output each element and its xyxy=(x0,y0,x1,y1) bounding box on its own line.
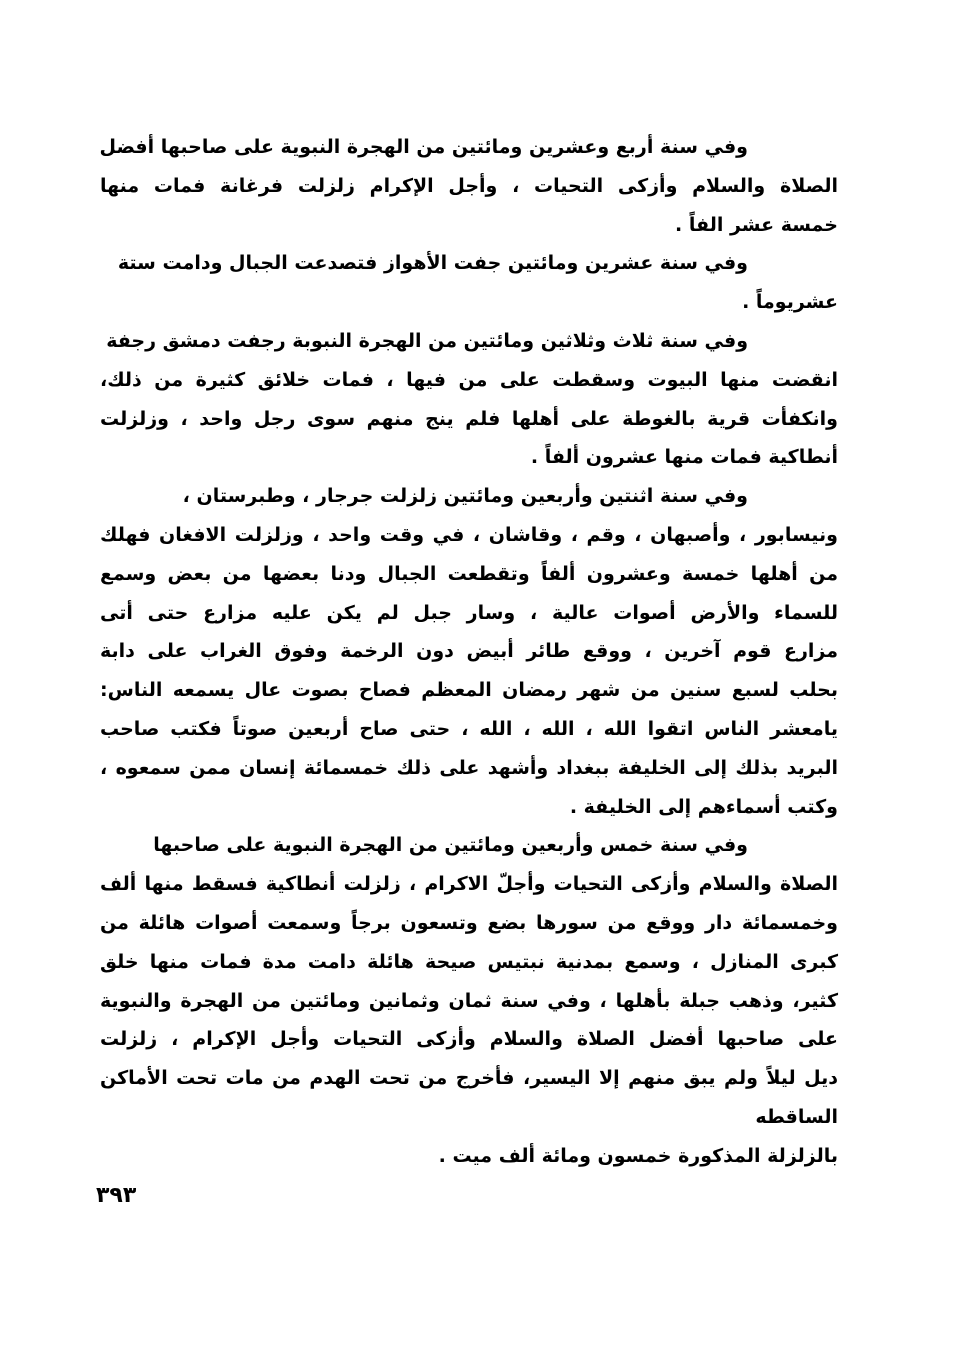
text-line: ديل ليلاً ولم يبق منهم إلا اليسير، فأخرج من تحت الهدم من مات تحت الأماكن xyxy=(100,1067,838,1090)
text-line: عشريوماً . xyxy=(742,291,838,314)
text-line: الصلاة والسلام وأزكى التحيات ، وأجل الإكرام زلزلت فرغانة فمات منها xyxy=(100,174,838,197)
text-line: أنطاكية فمات منها عشرون ألفاً . xyxy=(530,446,838,469)
body-text xyxy=(100,128,838,1176)
text-line: على صاحبها أفضل الصلاة والسلام وأزكى التحيات وأجل الإكرام ، زلزلت xyxy=(100,1028,838,1051)
text-line: وفي سنة أربع وعشرين ومائتين من الهجرة النبوية على صاحبها أفضل xyxy=(99,136,748,158)
text-line: كثير، وذهب جبلة بأهلها ، وفي سنة ثمان وثمانين ومائتين من الهجرة والنبوية xyxy=(100,989,838,1012)
text-line: وفي سنة ثلاث وثلاثين ومائتين من الهجرة النبوبة رجفت دمشق رجفة xyxy=(106,329,748,352)
text-line: وانكفأت قرية بالغوطة على أهلها فلم ينج منهم سوى رجل واحد ، وزلزلت xyxy=(100,407,838,430)
text-line: للسماء والأرض أصوات عالية ، وسار جبل لم يكن عليه مزارع حتى أتى xyxy=(100,601,838,624)
text-line: الساقطه xyxy=(755,1105,838,1128)
text-line: من أهلها خمسة وعشرون ألفاً وتقطعت الجبال ودنا بعضها من بعض وسمع xyxy=(100,562,838,585)
text-line: كبرى المنازل ، وسمع بمدنية نبتيس صيحة هائلة دامت مدة فمات منها خلق xyxy=(100,950,838,973)
page-number: ٣٩٣ xyxy=(96,1183,137,1208)
text-line: بحلب لسبع سنين من شهر رمضان المعظم فصاح بصوت عال يسمعه الناس: xyxy=(100,679,838,702)
text-line: وفي سنة عشرين ومائتين جفت الأهواز فتصدعت الجبال ودامت ستة xyxy=(117,252,748,275)
text-line: الصلاة والسلام وأزكى التحيات وأجلّ الاكرام ، زلزلت أنطاكية فسقط منها ألف xyxy=(100,873,838,896)
text-line: خمسة عشر الفاً . xyxy=(675,213,838,236)
text-line: وخمسمائة دار ووقع من سورها بضع وتسعون برجاً وسمعت أصوات هائلة من xyxy=(100,911,838,934)
text-line: بالزلزلة المذكورة خمسون ومائة ألف ميت . xyxy=(438,1144,838,1167)
text-line: وكتب أسماءهم إلى الخليفة . xyxy=(569,795,838,818)
text-line: ونيسابور ، وأصبهان ، وقم ، وقاشان ، في وقت واحد ، وزلزلت الافغان فهلك xyxy=(100,523,838,546)
text-line: انقضت منها البيوت وسقطت على من فيها ، فمات خلائق كثيرة من ذلك، xyxy=(100,368,838,391)
text-line: يامعشر الناس اتقوا الله ، الله ، الله ، حتى صاح أربعين صوتاً فكتب صاحب xyxy=(100,717,838,740)
text-line: البريد بذلك إلى الخليفة ببغداد وأشهد على ذلك خمسمائة إنسان ممن سمعوه ، xyxy=(100,756,838,779)
text-line: وفي سنة خمس وأربعين ومائتين من الهجرة النبوية على صاحبها xyxy=(153,834,748,857)
text-line: مزارع قوم آخرين ، ووقع طائر أبيض دون الرخمة وفوق الغراب على دابة xyxy=(100,640,838,663)
text-line: وفي سنة اثنتين وأربعين ومائتين زلزلت جرجار ، وطبرستان ، xyxy=(182,485,748,508)
